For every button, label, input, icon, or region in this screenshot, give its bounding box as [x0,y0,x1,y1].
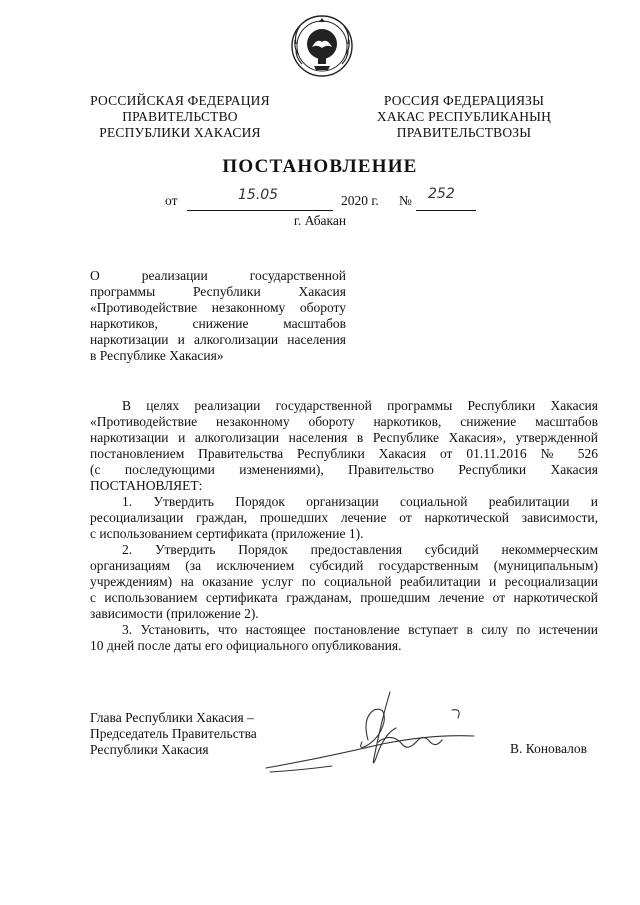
header-right-line: РОССИЯ ФЕДЕРАЦИЯЗЫ [383,93,545,108]
document-body [90,398,598,654]
preamble-line: «Противодействие незаконному обороту наркотиков, снижение масштабов [90,414,598,429]
item1-line: ресоциализации граждан, прошедших лечение от наркотической зависимости, [90,510,598,525]
position-line: Председатель Правительства [90,726,257,741]
preamble-line: наркотизации и алкоголизации населения в Республике Хакасия», утвержденной [90,430,598,445]
preamble-line: В целях реализации государственной программы Республики Хакасия [122,398,598,413]
subject-line: О реализации государственной [90,268,346,283]
item1-line: с использованием сертификата (приложение 1). [90,526,364,541]
subject-line: наркотизации и алкоголизации населения [90,332,346,347]
coat-of-arms-emblem-icon [290,14,354,78]
header-left-line: РОССИЙСКАЯ ФЕДЕРАЦИЯ [90,93,270,108]
item2-line: с использованием сертификата гражданам, прошедшим лечение от наркотической [90,590,598,605]
handwritten-date: 15.05 [238,187,279,203]
item1-line: 1. Утвердить Порядок организации социальной реабилитации и [122,494,598,509]
preamble-line: (с последующими изменениями), Правительство Республики Хакасия [90,462,598,477]
date-year: 2020 г. [341,193,379,208]
item3-line: 10 дней после даты его официального опубликования. [90,638,402,653]
document-title: ПОСТАНОВЛЕНИЕ [222,156,418,177]
subject-line: в Республике Хакасия» [90,348,224,363]
date-prefix: от [165,193,178,208]
subject-line: «Противодействие незаконному обороту [90,300,346,315]
position-line: Глава Республики Хакасия – [90,710,254,725]
header-left-line: ПРАВИТЕЛЬСТВО [122,109,238,124]
city-name: г. Абакан [293,213,347,228]
header-right-block [362,93,566,141]
preamble-line: постановлением Правительства Республики Хакасия от 01.11.2016 № 526 [90,446,598,461]
handwritten-signature [262,688,482,780]
subject-line: наркотиков, снижение масштабов [90,316,346,331]
handwritten-number: 252 [428,186,455,202]
header-left-line: РЕСПУБЛИКИ ХАКАСИЯ [99,125,261,140]
document-subject [90,268,346,364]
signatory-position [90,710,290,758]
signer-name: В. Коновалов [510,741,587,756]
subject-line: программы Республики Хакасия [90,284,346,299]
item2-line: организациям (за исключением субсидий государственным (муниципальным) [90,558,598,573]
header-right-line: ХАКАС РЕСПУБЛИКАНЫҢ [376,109,552,124]
number-sign: № [399,193,412,208]
header-left-block [78,93,282,141]
preamble-line: ПОСТАНОВЛЯЕТ: [90,478,203,493]
position-line: Республики Хакасия [90,742,209,757]
item3-line: 3. Установить, что настоящее постановление вступает в силу по истечении [122,622,598,637]
item2-line: зависимости (приложение 2). [90,606,259,621]
header-right-line: ПРАВИТЕЛЬСТВОЗЫ [396,125,532,140]
item2-line: учреждениям) на оказание услуг по социальной реабилитации и ресоциализации [90,574,598,589]
item2-line: 2. Утвердить Порядок предоставления субсидий некоммерческим [122,542,598,557]
